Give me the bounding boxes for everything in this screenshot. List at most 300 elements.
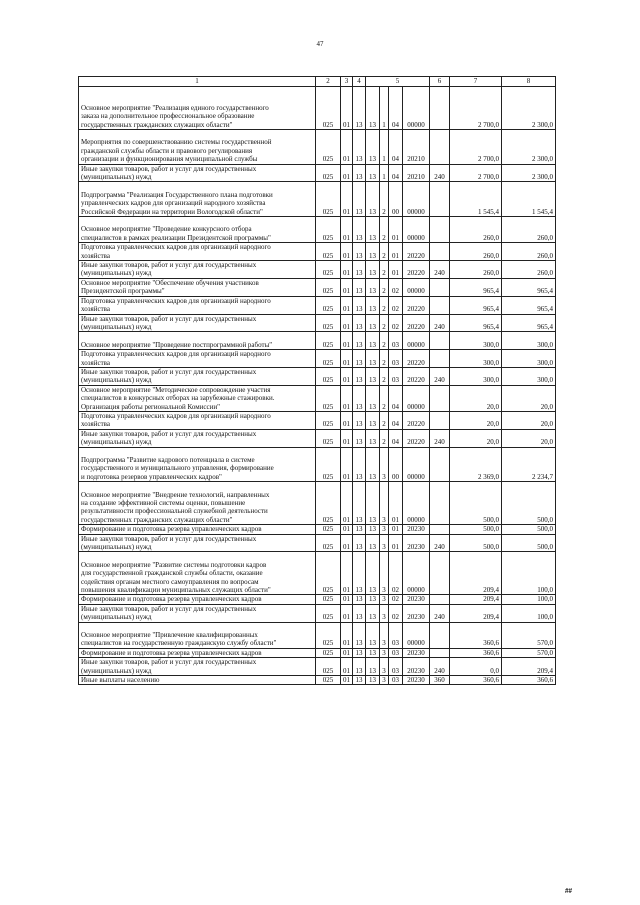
- item-name: [79, 261, 316, 279]
- item-name-line: Иные закупки товаров, работ и услуг для государственных: [81, 367, 257, 376]
- cell-c4: 20230: [403, 676, 430, 685]
- cell-pr: 13: [353, 525, 366, 534]
- table-row: [79, 676, 556, 685]
- cell-grbs: 025: [316, 648, 341, 657]
- cell-rz: 01: [341, 482, 353, 525]
- cell-pr: 13: [353, 367, 366, 385]
- item-name-line: Иные закупки товаров, работ и услуг для государственных: [81, 604, 257, 613]
- cell-pr: 13: [353, 164, 366, 182]
- cell-rz: 01: [341, 243, 353, 261]
- cell-c2: 2: [380, 243, 389, 261]
- item-name: [79, 595, 316, 604]
- cell-c2: 2: [380, 332, 389, 350]
- cell-v2: 1 545,4: [502, 182, 556, 217]
- item-name-line: Основное мероприятие "Методическое сопровождение участия: [81, 385, 271, 394]
- cell-c4: 20220: [403, 429, 430, 447]
- cell-c2: 1: [380, 164, 389, 182]
- table-row: [79, 164, 556, 182]
- item-name: [79, 411, 316, 429]
- cell-vr: [430, 595, 450, 604]
- cell-vr: [430, 243, 450, 261]
- item-name-line: (муниципальных) нужд: [81, 269, 152, 278]
- item-name-line: Основное мероприятие "Развитие системы подготовки кадров: [81, 560, 267, 569]
- cell-c3: 00: [389, 447, 403, 482]
- cell-c3: 02: [389, 278, 403, 296]
- cell-c3: 02: [389, 552, 403, 595]
- cell-grbs: 025: [316, 595, 341, 604]
- table-row: [79, 87, 556, 130]
- cell-rz: 01: [341, 429, 353, 447]
- table-row: [79, 261, 556, 279]
- cell-v2: 965,4: [502, 278, 556, 296]
- item-name-line: (муниципальных) нужд: [81, 438, 152, 447]
- cell-pr: 13: [353, 482, 366, 525]
- table-row: [79, 658, 556, 676]
- table-row: [79, 411, 556, 429]
- item-name-line: Иные закупки товаров, работ и услуг для государственных: [81, 261, 257, 270]
- cell-grbs: 025: [316, 332, 341, 350]
- item-name-line: Российской Федерации на территории Вологодской области": [81, 207, 263, 216]
- cell-v2: 209,4: [502, 658, 556, 676]
- cell-v1: 209,4: [450, 595, 502, 604]
- item-name-line: специалистов в рамках реализации Президентской программы": [81, 233, 271, 242]
- item-name: [79, 385, 316, 411]
- table-row: [79, 350, 556, 368]
- cell-grbs: 025: [316, 658, 341, 676]
- table-body: [79, 87, 556, 685]
- cell-c1: 13: [366, 243, 380, 261]
- cell-c4: 20220: [403, 367, 430, 385]
- cell-pr: 13: [353, 243, 366, 261]
- item-name-line: Подпрограмма "Реализация Государственного плана подготовки: [81, 190, 273, 199]
- cell-c3: 02: [389, 595, 403, 604]
- cell-c4: 00000: [403, 622, 430, 648]
- item-name-line: организации и функционирования муниципальной службы: [81, 155, 258, 164]
- cell-v2: 2 300,0: [502, 87, 556, 130]
- cell-c1: 13: [366, 595, 380, 604]
- cell-c1: 13: [366, 525, 380, 534]
- cell-c4: 20230: [403, 648, 430, 657]
- item-name: [79, 648, 316, 657]
- cell-c4: 20220: [403, 411, 430, 429]
- item-name: [79, 604, 316, 622]
- cell-v1: 2 700,0: [450, 87, 502, 130]
- cell-c1: 13: [366, 429, 380, 447]
- cell-c3: 01: [389, 525, 403, 534]
- cell-rz: 01: [341, 411, 353, 429]
- cell-c3: 02: [389, 314, 403, 332]
- cell-v2: 100,0: [502, 595, 556, 604]
- cell-v2: 100,0: [502, 604, 556, 622]
- cell-rz: 01: [341, 648, 353, 657]
- cell-c2: 2: [380, 429, 389, 447]
- cell-c1: 13: [366, 622, 380, 648]
- cell-c2: 3: [380, 604, 389, 622]
- cell-c4: 20230: [403, 658, 430, 676]
- item-name-line: специалистов на государственную гражданскую службу области": [81, 639, 277, 648]
- header-cell: 6: [430, 77, 450, 87]
- item-name-line: повышения квалификации муниципальных служащих области": [81, 586, 271, 595]
- cell-pr: 13: [353, 622, 366, 648]
- cell-v2: 965,4: [502, 314, 556, 332]
- item-name-line: заказа на дополнительное профессиональное образование: [81, 112, 255, 121]
- cell-vr: 240: [430, 314, 450, 332]
- footer-mark: ##: [565, 887, 572, 895]
- table-row: [79, 525, 556, 534]
- cell-rz: 01: [341, 261, 353, 279]
- item-name-line: управленческих кадров для организаций народного хозяйства: [81, 199, 266, 208]
- table-row: [79, 217, 556, 243]
- cell-grbs: 025: [316, 350, 341, 368]
- table-row: [79, 482, 556, 525]
- item-name-line: Подготовка управленческих кадров для организаций народного: [81, 350, 271, 359]
- cell-c3: 02: [389, 604, 403, 622]
- item-name: [79, 296, 316, 314]
- item-name-line: Основное мероприятие "Обеспечение обучения участников: [81, 278, 259, 287]
- item-name-line: (муниципальных) нужд: [81, 322, 152, 331]
- item-name-line: Формирование и подготовка резерва управленческих кадров: [81, 648, 262, 657]
- item-name-line: (муниципальных) нужд: [81, 613, 152, 622]
- table-row: [79, 278, 556, 296]
- cell-c3: 03: [389, 676, 403, 685]
- cell-rz: 01: [341, 447, 353, 482]
- cell-c3: 00: [389, 182, 403, 217]
- cell-v2: 2 300,0: [502, 130, 556, 165]
- cell-c2: 3: [380, 622, 389, 648]
- header-cell: 5: [366, 77, 430, 87]
- cell-pr: 13: [353, 332, 366, 350]
- cell-c2: 2: [380, 182, 389, 217]
- cell-pr: 13: [353, 411, 366, 429]
- item-name-line: Президентской программы": [81, 287, 165, 296]
- cell-v1: 300,0: [450, 367, 502, 385]
- item-name-line: содействия органам местного самоуправления по вопросам: [81, 577, 259, 586]
- cell-v2: 500,0: [502, 534, 556, 552]
- item-name: [79, 87, 316, 130]
- cell-v1: 0,0: [450, 658, 502, 676]
- cell-rz: 01: [341, 87, 353, 130]
- header-cell: 1: [79, 77, 316, 87]
- cell-c1: 13: [366, 350, 380, 368]
- cell-rz: 01: [341, 534, 353, 552]
- cell-c4: 00000: [403, 332, 430, 350]
- item-name: [79, 182, 316, 217]
- cell-c4: 20230: [403, 604, 430, 622]
- cell-c3: 01: [389, 534, 403, 552]
- table-row: [79, 314, 556, 332]
- cell-pr: 13: [353, 87, 366, 130]
- table-row: [79, 130, 556, 165]
- item-name-line: (муниципальных) нужд: [81, 666, 152, 675]
- item-name-line: Организация работы региональной Комиссии": [81, 402, 220, 411]
- cell-c4: 20230: [403, 595, 430, 604]
- cell-rz: 01: [341, 604, 353, 622]
- cell-pr: 13: [353, 278, 366, 296]
- cell-pr: 13: [353, 130, 366, 165]
- item-name-line: Формирование и подготовка резерва управленческих кадров: [81, 525, 262, 534]
- item-name: [79, 525, 316, 534]
- cell-rz: 01: [341, 130, 353, 165]
- cell-c4: 20230: [403, 525, 430, 534]
- item-name-line: (муниципальных) нужд: [81, 543, 152, 552]
- cell-rz: 01: [341, 658, 353, 676]
- item-name-line: Иные выплаты населению: [81, 676, 160, 685]
- cell-rz: 01: [341, 314, 353, 332]
- cell-v2: 260,0: [502, 243, 556, 261]
- cell-rz: 01: [341, 278, 353, 296]
- table-row: [79, 296, 556, 314]
- item-name: [79, 243, 316, 261]
- item-name-line: Иные закупки товаров, работ и услуг для государственных: [81, 534, 257, 543]
- cell-rz: 01: [341, 525, 353, 534]
- cell-v1: 300,0: [450, 350, 502, 368]
- cell-grbs: 025: [316, 182, 341, 217]
- cell-c3: 03: [389, 622, 403, 648]
- item-name-line: Подготовка управленческих кадров для организаций народного: [81, 243, 271, 252]
- cell-v1: 2 369,0: [450, 447, 502, 482]
- cell-c1: 13: [366, 482, 380, 525]
- cell-pr: 13: [353, 676, 366, 685]
- cell-c2: 3: [380, 552, 389, 595]
- cell-v1: 20,0: [450, 429, 502, 447]
- cell-c3: 03: [389, 648, 403, 657]
- item-name-line: государственного и муниципального управления, формирование: [81, 464, 274, 473]
- cell-c3: 04: [389, 385, 403, 411]
- cell-pr: 13: [353, 595, 366, 604]
- cell-grbs: 025: [316, 367, 341, 385]
- cell-v1: 2 700,0: [450, 164, 502, 182]
- cell-c4: 20210: [403, 164, 430, 182]
- cell-c3: 01: [389, 243, 403, 261]
- cell-c1: 13: [366, 648, 380, 657]
- cell-c2: 3: [380, 482, 389, 525]
- cell-c1: 13: [366, 261, 380, 279]
- cell-v2: 2 300,0: [502, 164, 556, 182]
- cell-pr: 13: [353, 429, 366, 447]
- item-name-line: (муниципальных) нужд: [81, 173, 152, 182]
- cell-c1: 13: [366, 447, 380, 482]
- cell-c2: 3: [380, 447, 389, 482]
- cell-c1: 13: [366, 217, 380, 243]
- item-name-line: и подготовка резервов управленческих кадров": [81, 472, 222, 481]
- cell-rz: 01: [341, 552, 353, 595]
- table-row: [79, 595, 556, 604]
- cell-vr: [430, 552, 450, 595]
- cell-v1: 360,6: [450, 622, 502, 648]
- item-name: [79, 482, 316, 525]
- cell-v1: 260,0: [450, 217, 502, 243]
- item-name-line: Основное мероприятие "Внедрение технологий, направленных: [81, 490, 270, 499]
- cell-c4: 00000: [403, 278, 430, 296]
- cell-vr: 240: [430, 534, 450, 552]
- cell-vr: 240: [430, 164, 450, 182]
- item-name-line: Мероприятия по совершенствованию системы государственной: [81, 138, 272, 147]
- cell-v2: 300,0: [502, 350, 556, 368]
- cell-grbs: 025: [316, 164, 341, 182]
- cell-c4: 20220: [403, 243, 430, 261]
- cell-c4: 20220: [403, 314, 430, 332]
- cell-pr: 13: [353, 604, 366, 622]
- item-name-line: государственных гражданских служащих области": [81, 515, 233, 524]
- cell-grbs: 025: [316, 482, 341, 525]
- item-name-line: Иные закупки товаров, работ и услуг для государственных: [81, 658, 257, 667]
- cell-v2: 300,0: [502, 367, 556, 385]
- cell-c1: 13: [366, 411, 380, 429]
- cell-pr: 13: [353, 552, 366, 595]
- cell-vr: [430, 278, 450, 296]
- cell-pr: 13: [353, 296, 366, 314]
- cell-rz: 01: [341, 385, 353, 411]
- table-row: [79, 429, 556, 447]
- cell-v1: 209,4: [450, 604, 502, 622]
- item-name-line: Иные закупки товаров, работ и услуг для государственных: [81, 429, 257, 438]
- item-name-line: Основное мероприятие "Проведение постпрограммной работы": [81, 340, 273, 349]
- cell-v1: 2 700,0: [450, 130, 502, 165]
- cell-v2: 2 234,7: [502, 447, 556, 482]
- cell-v2: 500,0: [502, 525, 556, 534]
- cell-grbs: 025: [316, 314, 341, 332]
- cell-grbs: 025: [316, 552, 341, 595]
- cell-pr: 13: [353, 217, 366, 243]
- item-name-line: (муниципальных) нужд: [81, 376, 152, 385]
- item-name-line: на создание эффективной системы оценки, повышение: [81, 498, 246, 507]
- cell-v2: 100,0: [502, 552, 556, 595]
- item-name-line: государственных гражданских служащих области": [81, 120, 233, 129]
- cell-vr: [430, 385, 450, 411]
- cell-c4: 00000: [403, 182, 430, 217]
- cell-v2: 260,0: [502, 261, 556, 279]
- cell-c2: 1: [380, 130, 389, 165]
- item-name-line: гражданской службы области и правового регулирования: [81, 146, 253, 155]
- cell-vr: [430, 622, 450, 648]
- table-row: [79, 447, 556, 482]
- item-name: [79, 130, 316, 165]
- cell-c1: 13: [366, 552, 380, 595]
- cell-c1: 13: [366, 314, 380, 332]
- header-cell: 2: [316, 77, 341, 87]
- cell-c1: 13: [366, 658, 380, 676]
- cell-c4: 00000: [403, 447, 430, 482]
- cell-c1: 13: [366, 87, 380, 130]
- cell-v2: 20,0: [502, 429, 556, 447]
- item-name: [79, 676, 316, 685]
- cell-grbs: 025: [316, 411, 341, 429]
- cell-v1: 500,0: [450, 525, 502, 534]
- cell-grbs: 025: [316, 622, 341, 648]
- item-name: [79, 447, 316, 482]
- cell-c4: 00000: [403, 217, 430, 243]
- budget-table: [78, 76, 556, 685]
- cell-v1: 500,0: [450, 482, 502, 525]
- cell-c2: 2: [380, 278, 389, 296]
- cell-rz: 01: [341, 332, 353, 350]
- cell-v1: 500,0: [450, 534, 502, 552]
- cell-c2: 3: [380, 648, 389, 657]
- cell-grbs: 025: [316, 676, 341, 685]
- cell-c4: 20220: [403, 350, 430, 368]
- item-name-line: Основное мероприятие "Проведение конкурсного отбора: [81, 225, 252, 234]
- cell-v2: 20,0: [502, 385, 556, 411]
- table-row: [79, 604, 556, 622]
- cell-grbs: 025: [316, 385, 341, 411]
- cell-vr: [430, 525, 450, 534]
- item-name: [79, 622, 316, 648]
- item-name-line: Подготовка управленческих кадров для организаций народного: [81, 296, 271, 305]
- cell-c4: 00000: [403, 87, 430, 130]
- cell-v1: 209,4: [450, 552, 502, 595]
- page-number: 47: [316, 40, 324, 48]
- cell-rz: 01: [341, 367, 353, 385]
- cell-v1: 20,0: [450, 411, 502, 429]
- cell-c2: 3: [380, 595, 389, 604]
- cell-c2: 1: [380, 87, 389, 130]
- cell-pr: 13: [353, 314, 366, 332]
- cell-c3: 04: [389, 411, 403, 429]
- cell-v1: 965,4: [450, 296, 502, 314]
- cell-vr: [430, 411, 450, 429]
- cell-c3: 03: [389, 332, 403, 350]
- table-row: [79, 622, 556, 648]
- cell-vr: 240: [430, 261, 450, 279]
- cell-c3: 04: [389, 87, 403, 130]
- cell-vr: [430, 482, 450, 525]
- cell-c1: 13: [366, 332, 380, 350]
- cell-vr: 360: [430, 676, 450, 685]
- cell-pr: 13: [353, 648, 366, 657]
- item-name: [79, 658, 316, 676]
- cell-pr: 13: [353, 350, 366, 368]
- cell-pr: 13: [353, 385, 366, 411]
- cell-grbs: 025: [316, 130, 341, 165]
- header-cell: 3: [341, 77, 353, 87]
- cell-c2: 3: [380, 534, 389, 552]
- header-row: [79, 77, 556, 87]
- table-row: [79, 243, 556, 261]
- item-name-line: для государственной гражданской службы области, оказание: [81, 569, 263, 578]
- cell-c2: 2: [380, 367, 389, 385]
- cell-c4: 20220: [403, 296, 430, 314]
- item-name: [79, 350, 316, 368]
- item-name-line: Формирование и подготовка резерва управленческих кадров: [81, 595, 262, 604]
- cell-c4: 20220: [403, 261, 430, 279]
- cell-c2: 2: [380, 385, 389, 411]
- cell-grbs: 025: [316, 278, 341, 296]
- header-cell: 8: [502, 77, 556, 87]
- cell-v1: 360,6: [450, 676, 502, 685]
- cell-grbs: 025: [316, 604, 341, 622]
- table-row: [79, 182, 556, 217]
- cell-c2: 2: [380, 261, 389, 279]
- cell-c2: 2: [380, 350, 389, 368]
- item-name: [79, 367, 316, 385]
- cell-vr: [430, 648, 450, 657]
- cell-c1: 13: [366, 385, 380, 411]
- cell-c3: 02: [389, 296, 403, 314]
- cell-v2: 260,0: [502, 217, 556, 243]
- cell-rz: 01: [341, 350, 353, 368]
- cell-c3: 01: [389, 217, 403, 243]
- table-row: [79, 332, 556, 350]
- cell-c4: 20230: [403, 534, 430, 552]
- cell-c3: 03: [389, 350, 403, 368]
- table-row: [79, 534, 556, 552]
- cell-c3: 04: [389, 130, 403, 165]
- cell-c2: 3: [380, 658, 389, 676]
- cell-rz: 01: [341, 595, 353, 604]
- item-name: [79, 534, 316, 552]
- item-name: [79, 552, 316, 595]
- item-name: [79, 278, 316, 296]
